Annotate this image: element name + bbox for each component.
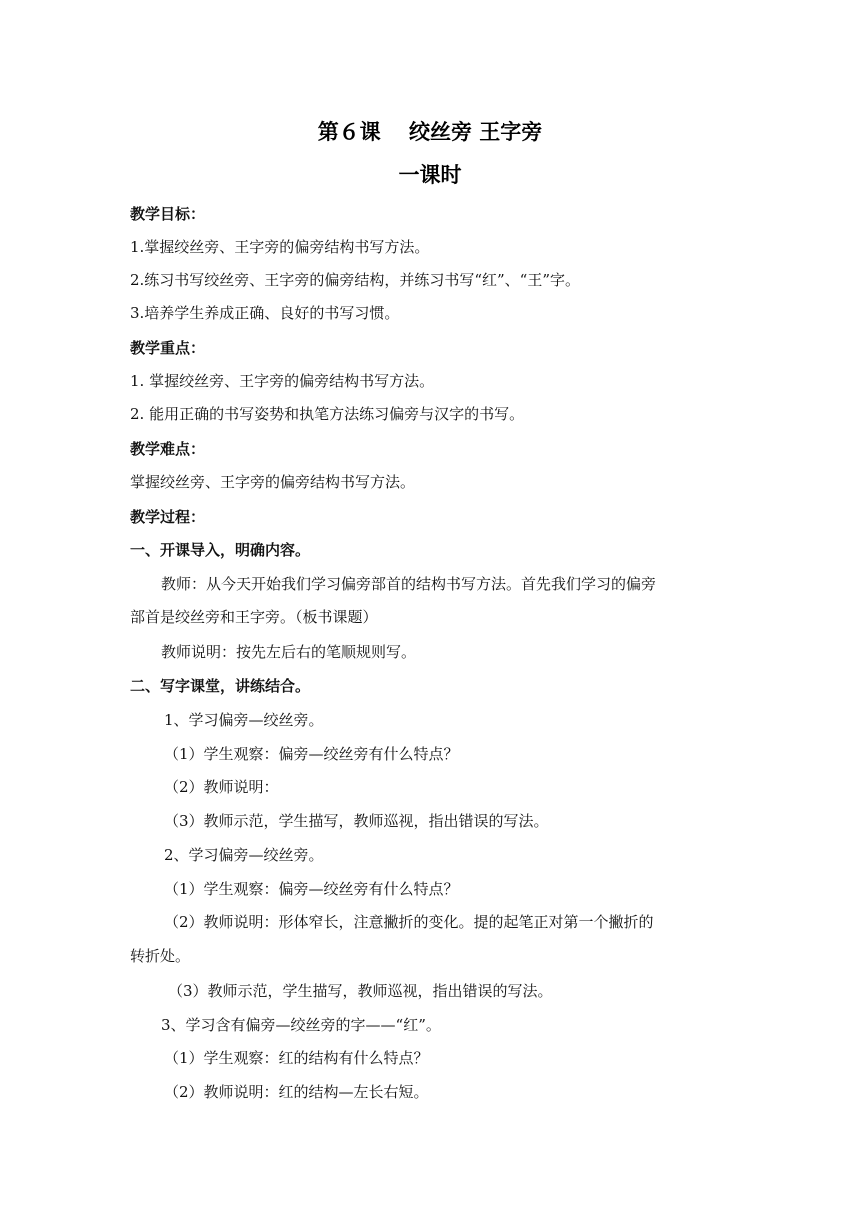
- key-point-item: 1. 掌握绞丝旁、王字旁的偏旁结构书写方法。: [130, 372, 435, 390]
- lesson-title: 第６课 绞丝旁 王字旁: [317, 120, 543, 144]
- section-heading: 二、写字课堂，讲练结合。: [130, 677, 311, 695]
- key-points-heading: 教学重点：: [130, 339, 206, 357]
- list-item: 1、学习偏旁—绞丝旁。: [164, 711, 324, 729]
- list-item: 3、学习含有偏旁—绞丝旁的字——“红”。: [161, 1016, 441, 1034]
- list-subitem: （2）教师说明：红的结构—左长右短。: [164, 1083, 429, 1101]
- paragraph-line: 教师：从今天开始我们学习偏旁部首的结构书写方法。首先我们学习的偏旁: [161, 575, 657, 593]
- difficulty-text: 掌握绞丝旁、王字旁的偏旁结构书写方法。: [130, 473, 416, 491]
- objective-item: 1.掌握绞丝旁、王字旁的偏旁结构书写方法。: [130, 238, 430, 256]
- list-subitem: （2）教师说明：: [164, 778, 279, 796]
- list-item: 2、学习偏旁—绞丝旁。: [164, 846, 324, 864]
- list-subitem-continuation: 转折处。: [130, 947, 191, 965]
- list-subitem: （3）教师示范，学生描写，教师巡视，指出错误的写法。: [168, 982, 553, 1000]
- list-subitem: （2）教师说明：形体窄长，注意撇折的变化。提的起笔正对第一个撇折的: [164, 913, 654, 931]
- list-subitem: （1）学生观察：偏旁—绞丝旁有什么特点？: [164, 880, 459, 898]
- process-heading: 教学过程：: [130, 508, 206, 526]
- difficulty-heading: 教学难点：: [130, 440, 206, 458]
- paragraph-line: 教师说明：按先左后右的笔顺规则写。: [161, 643, 417, 661]
- section-heading: 一、开课导入，明确内容。: [130, 541, 311, 559]
- objectives-heading: 教学目标：: [130, 205, 206, 223]
- objective-item: 3.培养学生养成正确、良好的书写习惯。: [130, 304, 400, 322]
- objective-item: 2.练习书写绞丝旁、王字旁的偏旁结构，并练习书写“红”、“王”字。: [130, 271, 580, 289]
- lesson-subtitle: 一课时: [398, 163, 462, 187]
- key-point-item: 2. 能用正确的书写姿势和执笔方法练习偏旁与汉字的书写。: [130, 405, 525, 423]
- list-subitem: （1）学生观察：偏旁—绞丝旁有什么特点？: [164, 745, 459, 763]
- list-subitem: （1）学生观察：红的结构有什么特点？: [164, 1049, 429, 1067]
- list-subitem: （3）教师示范，学生描写，教师巡视，指出错误的写法。: [164, 812, 549, 830]
- paragraph-line: 部首是绞丝旁和王字旁。（板书课题）: [130, 608, 378, 626]
